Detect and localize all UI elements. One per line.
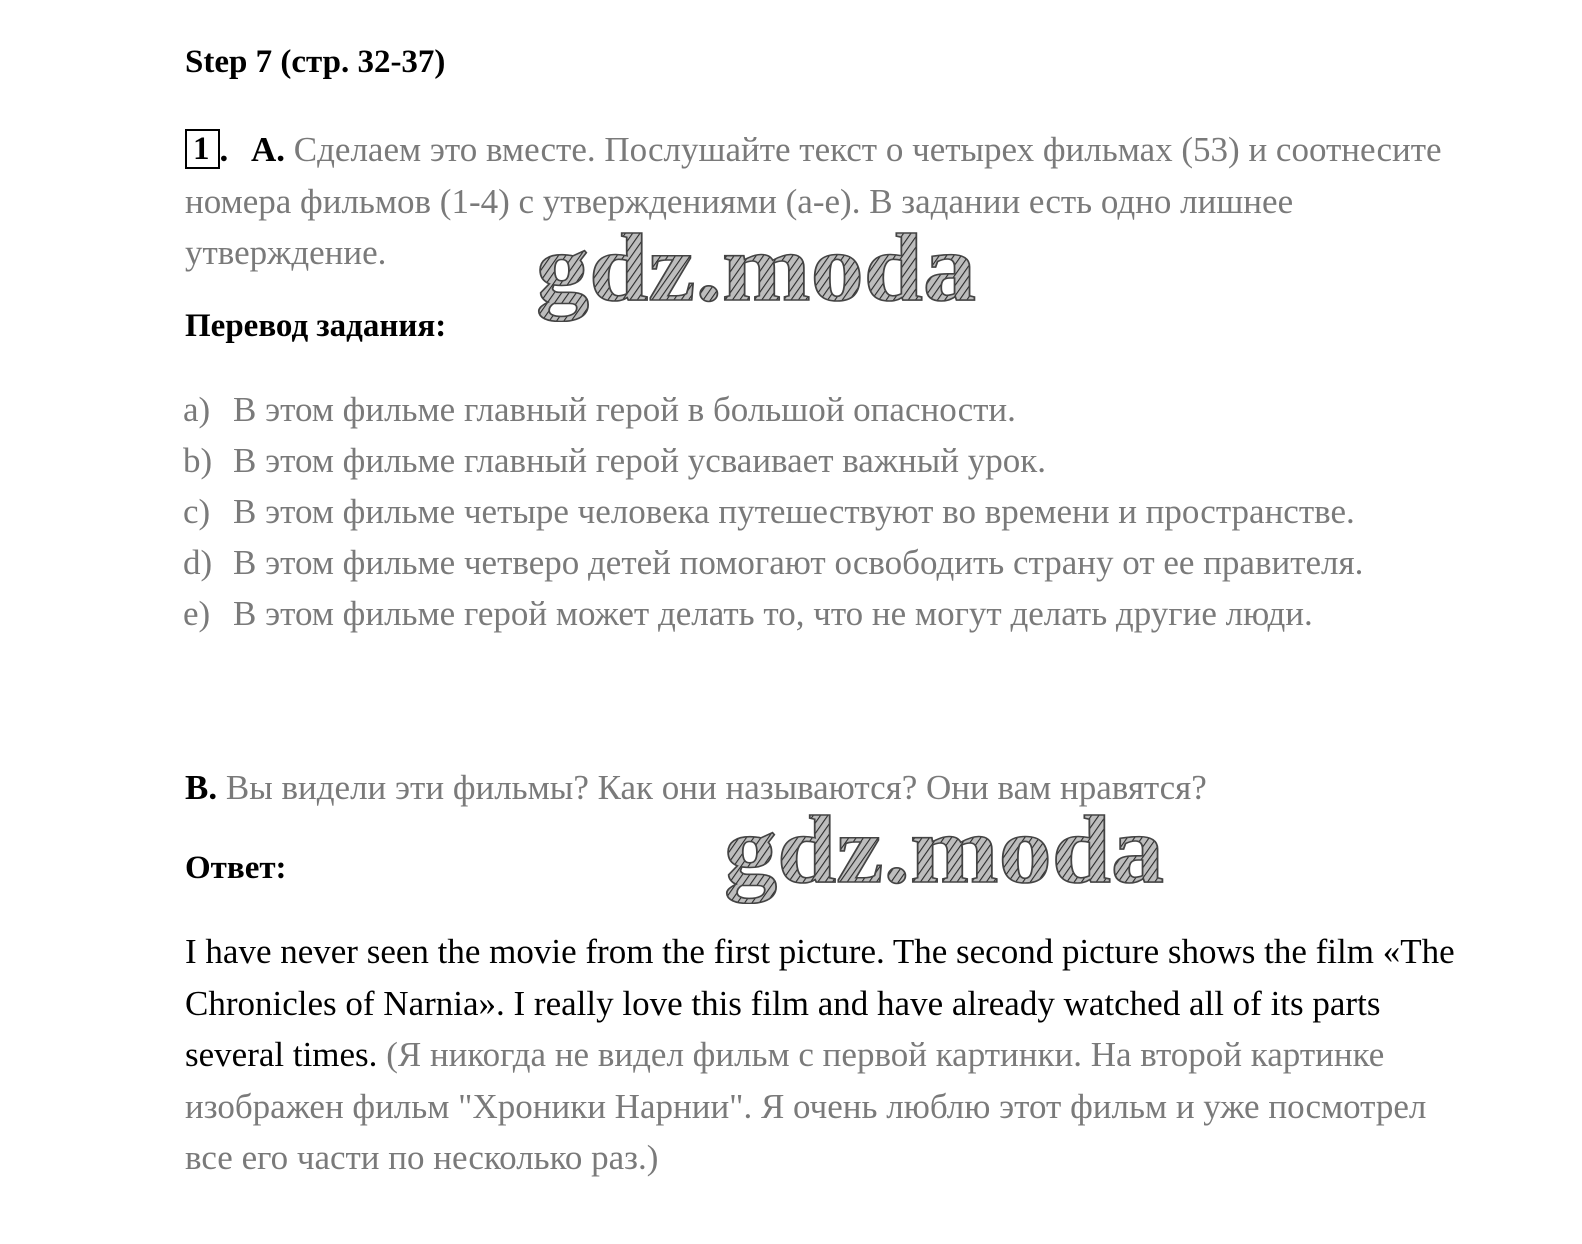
translation-heading: Перевод задания: bbox=[185, 308, 447, 344]
watermark-logo bbox=[530, 222, 990, 322]
statement-c bbox=[183, 486, 1503, 537]
statement-text: В этом фильме четыре человека путешествуют во времени и пространстве. bbox=[233, 492, 1355, 531]
answer-heading: Ответ: bbox=[185, 850, 287, 886]
task-a-label: A. bbox=[251, 130, 286, 169]
answer-translation: (Я никогда не видел фильм с первой картинки. На второй картинке изображен фильм "Хроники Нарнии". Я очень люблю этот фильм и уже посмотрел все его части по несколько раз.) bbox=[185, 1035, 1427, 1177]
task-b-label: B. bbox=[185, 768, 218, 807]
statements-list bbox=[183, 384, 1503, 639]
statement-text: В этом фильме главный герой усваивает важный урок. bbox=[233, 441, 1046, 480]
task-number-box: 1 bbox=[185, 129, 220, 169]
statement-text: В этом фильме герой может делать то, что не могут делать другие люди. bbox=[233, 594, 1313, 633]
statement-text: В этом фильме главный герой в большой опасности. bbox=[233, 390, 1016, 429]
statement-marker: d) bbox=[183, 543, 213, 582]
task-b bbox=[185, 768, 1207, 808]
statement-b bbox=[183, 435, 1503, 486]
statement-e bbox=[183, 588, 1503, 639]
step-heading: Step 7 (стр. 32-37) bbox=[185, 44, 446, 80]
statement-d bbox=[183, 537, 1503, 588]
watermark-text: gdz.moda bbox=[724, 804, 1164, 903]
answer-english: I have never seen the movie from the first picture. The second picture shows the film «The Chronicles of Narnia». I really love this film and have already watched all of its parts several times. bbox=[185, 932, 1455, 1074]
statement-text: В этом фильме четверо детей помогают освободить страну от ее правителя. bbox=[233, 543, 1364, 582]
statement-marker: b) bbox=[183, 441, 213, 480]
answer-text bbox=[185, 926, 1475, 1184]
task-b-text: Вы видели эти фильмы? Как они называются? Они вам нравятся? bbox=[225, 768, 1207, 807]
statement-a bbox=[183, 384, 1503, 435]
watermark-text: gdz.moda bbox=[536, 222, 976, 321]
statement-marker: c) bbox=[183, 492, 211, 531]
task-number-dot: . bbox=[219, 130, 229, 169]
statement-marker: e) bbox=[183, 594, 211, 633]
watermark-logo bbox=[718, 804, 1178, 904]
statement-marker: a) bbox=[183, 390, 211, 429]
task-a-text: Сделаем это вместе. Послушайте текст о четырех фильмах (53) и соотнесите номера фильмов (1-4) с утверждениями (a-e). В задании есть одно лишнее утверждение. bbox=[185, 130, 1442, 272]
